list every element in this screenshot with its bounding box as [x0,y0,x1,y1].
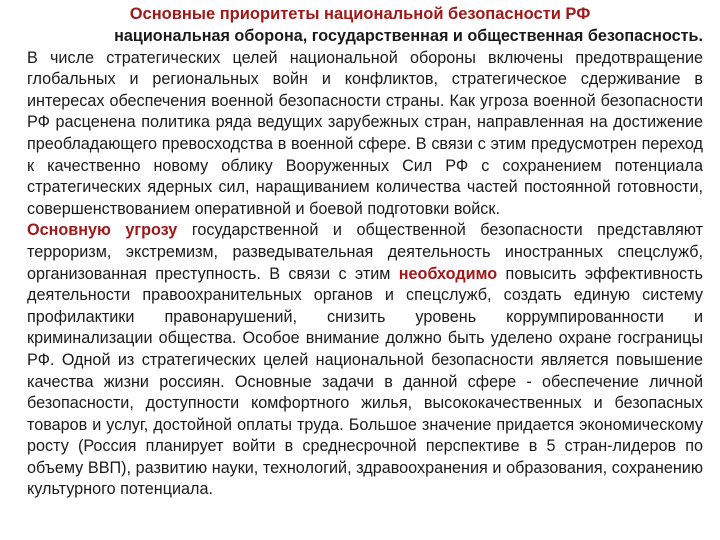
highlight-necessary: необходимо [398,264,498,283]
highlight-main-threat: Основную угрозу [27,221,178,240]
paragraph-text-part2: повысить эффективность деятельности правоохранительных органов и спецслужб, создать единую систему профилактики правонарушений, снизить уровень коррумпированности и криминализации общества. Особое внимание должно быть уделено охране госграницы РФ. Одной из стратегических целей национальной безопасности является повышение качества жизни россиян. Основные задачи в данной сфере - обеспечение личной безопасности, доступности комфортного жилья, высококачественных и безопасных товаров и услуг, достойной оплаты труда. Большое значение придается экономическому росту (Россия планирует войти в среднесрочной перспективе в 5 стран-лидеров по объему ВВП), развитию науки, технологий, здравоохранения и образования, сохранению культурного потенциала. [27,264,703,499]
paragraph-security [27,220,703,501]
paragraph-text-part1: государственной и общественной безопасности представляют терроризм, экстремизм, разведывательная деятельность иностранных спецслужб, организованная преступность. В связи с этим [27,221,703,283]
subtitle: национальная оборона, государственная и общественная безопасность. [114,27,703,45]
body-text [27,26,703,501]
page-title: Основные приоритеты национальной безопасности РФ [129,5,591,23]
paragraph-defense: В числе стратегических целей национальной обороны включены предотвращение глобальных и региональных войн и конфликтов, стратегическое сдерживание в интересах обеспечения военной безопасности страны. Как угроза военной безопасности РФ расценена политика ряда ведущих зарубежных стран, направленная на достижение преобладающего превосходства в военной сфере. В связи с этим предусмотрен переход к качественно новому облику Вооруженных Сил РФ с сохранением потенциала стратегических ядерных сил, наращиванием количества частей постоянной готовности, совершенствованием оперативной и боевой подготовки войск. [27,48,703,218]
